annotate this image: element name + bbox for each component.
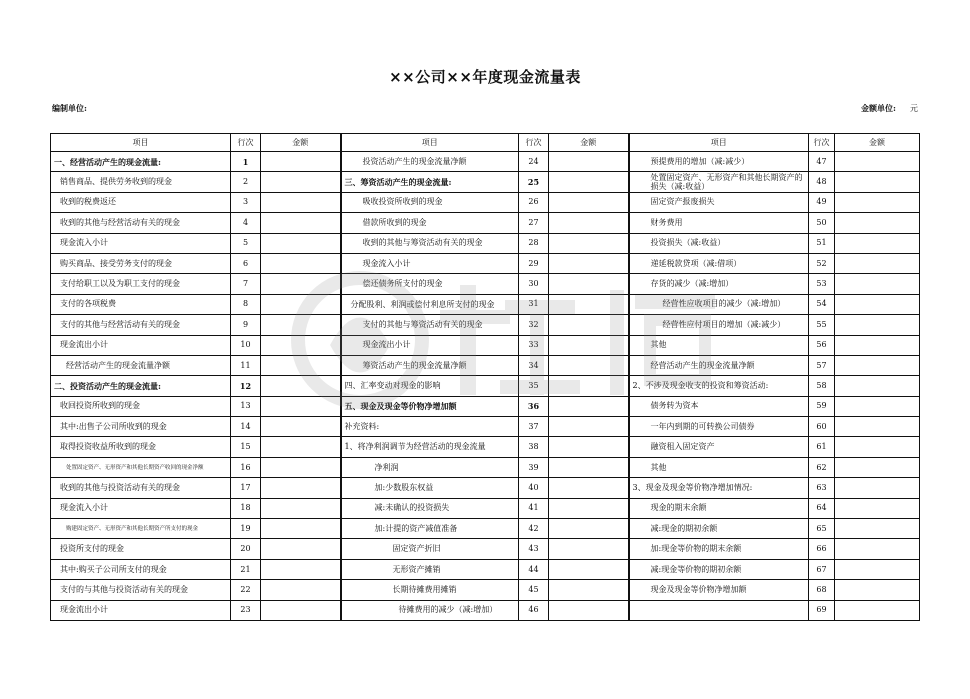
item-cell: 无形资产摊销 bbox=[341, 559, 519, 579]
line-number-cell: 49 bbox=[809, 192, 835, 212]
line-number-cell: 39 bbox=[519, 457, 549, 477]
amount-cell[interactable] bbox=[549, 335, 629, 355]
col-item-header: 项目 bbox=[51, 134, 231, 152]
line-number-cell: 38 bbox=[519, 437, 549, 457]
amount-cell[interactable] bbox=[549, 315, 629, 335]
line-number-cell: 4 bbox=[231, 213, 261, 233]
line-number-cell: 26 bbox=[519, 192, 549, 212]
col-line-header: 行次 bbox=[809, 134, 835, 152]
line-number-cell: 3 bbox=[231, 192, 261, 212]
amount-cell[interactable] bbox=[835, 498, 920, 518]
amount-cell[interactable] bbox=[549, 559, 629, 579]
amount-cell[interactable] bbox=[835, 376, 920, 396]
item-cell: 购买商品、接受劳务支付的现金 bbox=[51, 253, 231, 273]
col-amount-header: 金额 bbox=[835, 134, 920, 152]
amount-cell[interactable] bbox=[835, 233, 920, 253]
amount-cell[interactable] bbox=[835, 213, 920, 233]
table-row bbox=[51, 152, 920, 172]
line-number-cell: 61 bbox=[809, 437, 835, 457]
line-number-cell: 17 bbox=[231, 478, 261, 498]
item-cell: 其中:出售子公司所收到的现金 bbox=[51, 417, 231, 437]
line-number-cell: 69 bbox=[809, 600, 835, 620]
item-cell: 收回投资所收到的现金 bbox=[51, 396, 231, 416]
table-row bbox=[51, 396, 920, 416]
amount-cell[interactable] bbox=[261, 580, 341, 600]
line-number-cell: 54 bbox=[809, 294, 835, 314]
line-number-cell: 57 bbox=[809, 355, 835, 375]
item-cell: 债务转为资本 bbox=[629, 396, 809, 416]
table-row bbox=[51, 437, 920, 457]
line-number-cell: 18 bbox=[231, 498, 261, 518]
line-number-cell: 33 bbox=[519, 335, 549, 355]
amount-cell[interactable] bbox=[261, 498, 341, 518]
line-number-cell: 30 bbox=[519, 274, 549, 294]
amount-cell[interactable] bbox=[261, 539, 341, 559]
item-cell: 固定资产折旧 bbox=[341, 539, 519, 559]
amount-cell[interactable] bbox=[835, 600, 920, 620]
table-row bbox=[51, 172, 920, 192]
cash-flow-table-wrapper bbox=[50, 133, 919, 621]
table-row bbox=[51, 580, 920, 600]
line-number-cell: 21 bbox=[231, 559, 261, 579]
line-number-cell: 32 bbox=[519, 315, 549, 335]
line-number-cell: 22 bbox=[231, 580, 261, 600]
item-cell: 筹资活动产生的现金流量净额 bbox=[341, 355, 519, 375]
item-cell: 现金流出小计 bbox=[51, 335, 231, 355]
amount-cell[interactable] bbox=[835, 152, 920, 172]
amount-cell[interactable] bbox=[549, 580, 629, 600]
table-row bbox=[51, 192, 920, 212]
amount-cell[interactable] bbox=[261, 294, 341, 314]
item-cell: 取得投资收益所收到的现金 bbox=[51, 437, 231, 457]
amount-cell[interactable] bbox=[549, 376, 629, 396]
preparer-label: 编制单位: bbox=[52, 103, 87, 113]
line-number-cell: 63 bbox=[809, 478, 835, 498]
line-number-cell: 12 bbox=[231, 376, 261, 396]
item-cell: 融资租入固定资产 bbox=[629, 437, 809, 457]
amount-cell[interactable] bbox=[835, 315, 920, 335]
item-cell: 减:现金等价物的期初余额 bbox=[629, 559, 809, 579]
item-cell: 1、将净利润调节为经营活动的现金流量 bbox=[341, 437, 519, 457]
item-cell: 三、筹资活动产生的现金流量: bbox=[341, 172, 519, 192]
amount-cell[interactable] bbox=[835, 192, 920, 212]
item-cell: 2、不涉及现金收支的投资和筹资活动: bbox=[629, 376, 809, 396]
amount-cell[interactable] bbox=[549, 192, 629, 212]
table-row bbox=[51, 559, 920, 579]
item-cell: 借款所收到的现金 bbox=[341, 213, 519, 233]
item-cell: 净利润 bbox=[341, 457, 519, 477]
item-cell: 加:少数股东权益 bbox=[341, 478, 519, 498]
item-cell: 待摊费用的减少（减:增加） bbox=[341, 600, 519, 620]
amount-cell[interactable] bbox=[549, 355, 629, 375]
table-row bbox=[51, 355, 920, 375]
item-cell: 五、现金及现金等价物净增加额 bbox=[341, 396, 519, 416]
item-cell: 经营性应付项目的增加（减:减少） bbox=[629, 315, 809, 335]
line-number-cell: 9 bbox=[231, 315, 261, 335]
table-row bbox=[51, 376, 920, 396]
line-number-cell: 42 bbox=[519, 519, 549, 539]
cash-flow-table bbox=[50, 133, 920, 621]
amount-cell[interactable] bbox=[549, 478, 629, 498]
item-cell: 销售商品、提供劳务收到的现金 bbox=[51, 172, 231, 192]
item-cell: 经营活动产生的现金流量净额 bbox=[51, 355, 231, 375]
line-number-cell: 11 bbox=[231, 355, 261, 375]
line-number-cell: 28 bbox=[519, 233, 549, 253]
item-cell: 一年内到期的可转换公司债券 bbox=[629, 417, 809, 437]
amount-cell[interactable] bbox=[549, 437, 629, 457]
item-cell: 二、投资活动产生的现金流量: bbox=[51, 376, 231, 396]
item-cell: 收到的税费返还 bbox=[51, 192, 231, 212]
item-cell: 四、汇率变动对现金的影响 bbox=[341, 376, 519, 396]
item-cell: 其中:购买子公司所支付的现金 bbox=[51, 559, 231, 579]
line-number-cell: 59 bbox=[809, 396, 835, 416]
amount-cell[interactable] bbox=[549, 274, 629, 294]
currency-unit bbox=[861, 103, 918, 114]
table-row bbox=[51, 315, 920, 335]
item-cell: 支付的其他与筹资活动有关的现金 bbox=[341, 315, 519, 335]
item-cell: 加:计提的资产减值准备 bbox=[341, 519, 519, 539]
item-cell: 收到的其他与投资活动有关的现金 bbox=[51, 478, 231, 498]
line-number-cell: 5 bbox=[231, 233, 261, 253]
item-cell: 现金及现金等价物净增加额 bbox=[629, 580, 809, 600]
amount-cell[interactable] bbox=[261, 172, 341, 192]
item-cell: 偿还债务所支付的现金 bbox=[341, 274, 519, 294]
item-cell: 存货的减少（减:增加） bbox=[629, 274, 809, 294]
amount-cell[interactable] bbox=[549, 457, 629, 477]
line-number-cell: 14 bbox=[231, 417, 261, 437]
table-row bbox=[51, 600, 920, 620]
line-number-cell: 50 bbox=[809, 213, 835, 233]
line-number-cell: 24 bbox=[519, 152, 549, 172]
amount-cell[interactable] bbox=[835, 355, 920, 375]
item-cell: 投资所支付的现金 bbox=[51, 539, 231, 559]
col-amount-header: 金额 bbox=[549, 134, 629, 152]
line-number-cell: 35 bbox=[519, 376, 549, 396]
line-number-cell: 34 bbox=[519, 355, 549, 375]
item-cell: 现金流出小计 bbox=[341, 335, 519, 355]
item-cell: 分配股利、利润或偿付利息所支付的现金 bbox=[341, 294, 519, 314]
item-cell: 3、现金及现金等价物净增加情况: bbox=[629, 478, 809, 498]
amount-cell[interactable] bbox=[835, 335, 920, 355]
amount-cell[interactable] bbox=[261, 417, 341, 437]
line-number-cell: 43 bbox=[519, 539, 549, 559]
line-number-cell: 51 bbox=[809, 233, 835, 253]
line-number-cell: 48 bbox=[809, 172, 835, 192]
amount-cell[interactable] bbox=[835, 478, 920, 498]
item-cell: 预提费用的增加（减:减少） bbox=[629, 152, 809, 172]
amount-cell[interactable] bbox=[835, 274, 920, 294]
item-cell: 支付的各项税费 bbox=[51, 294, 231, 314]
amount-cell[interactable] bbox=[261, 396, 341, 416]
line-number-cell: 20 bbox=[231, 539, 261, 559]
col-line-header: 行次 bbox=[519, 134, 549, 152]
line-number-cell: 67 bbox=[809, 559, 835, 579]
amount-cell[interactable] bbox=[835, 559, 920, 579]
line-number-cell: 47 bbox=[809, 152, 835, 172]
table-row bbox=[51, 498, 920, 518]
amount-cell[interactable] bbox=[261, 600, 341, 620]
line-number-cell: 36 bbox=[519, 396, 549, 416]
amount-cell[interactable] bbox=[261, 519, 341, 539]
amount-cell[interactable] bbox=[261, 253, 341, 273]
amount-cell[interactable] bbox=[261, 437, 341, 457]
line-number-cell: 56 bbox=[809, 335, 835, 355]
amount-cell[interactable] bbox=[261, 478, 341, 498]
amount-cell[interactable] bbox=[261, 559, 341, 579]
table-row bbox=[51, 539, 920, 559]
item-cell: 减:现金的期初余额 bbox=[629, 519, 809, 539]
amount-cell[interactable] bbox=[549, 172, 629, 192]
line-number-cell: 10 bbox=[231, 335, 261, 355]
amount-cell[interactable] bbox=[549, 600, 629, 620]
line-number-cell: 62 bbox=[809, 457, 835, 477]
table-row bbox=[51, 519, 920, 539]
col-item-header: 项目 bbox=[629, 134, 809, 152]
table-row bbox=[51, 253, 920, 273]
item-cell: 长期待摊费用摊销 bbox=[341, 580, 519, 600]
line-number-cell: 60 bbox=[809, 417, 835, 437]
table-row bbox=[51, 213, 920, 233]
col-item-header: 项目 bbox=[341, 134, 519, 152]
item-cell: 其他 bbox=[629, 457, 809, 477]
item-cell: 收到的其他与经营活动有关的现金 bbox=[51, 213, 231, 233]
line-number-cell: 64 bbox=[809, 498, 835, 518]
item-cell: 现金流入小计 bbox=[341, 253, 519, 273]
amount-cell[interactable] bbox=[835, 519, 920, 539]
item-cell: 现金的期末余额 bbox=[629, 498, 809, 518]
item-cell: 收到的其他与筹资活动有关的现金 bbox=[341, 233, 519, 253]
line-number-cell: 68 bbox=[809, 580, 835, 600]
line-number-cell: 55 bbox=[809, 315, 835, 335]
amount-cell[interactable] bbox=[549, 294, 629, 314]
item-cell: 现金流入小计 bbox=[51, 233, 231, 253]
line-number-cell: 37 bbox=[519, 417, 549, 437]
table-row bbox=[51, 335, 920, 355]
page-title: ××公司××年度现金流量表 bbox=[389, 68, 581, 86]
currency-label: 金额单位: bbox=[861, 103, 896, 113]
line-number-cell: 40 bbox=[519, 478, 549, 498]
line-number-cell: 65 bbox=[809, 519, 835, 539]
amount-cell[interactable] bbox=[261, 355, 341, 375]
amount-cell[interactable] bbox=[835, 457, 920, 477]
col-amount-header: 金额 bbox=[261, 134, 341, 152]
line-number-cell: 31 bbox=[519, 294, 549, 314]
amount-cell[interactable] bbox=[261, 376, 341, 396]
amount-cell[interactable] bbox=[835, 437, 920, 457]
amount-cell[interactable] bbox=[835, 396, 920, 416]
header-row bbox=[51, 134, 920, 152]
item-cell: 现金流入小计 bbox=[51, 498, 231, 518]
line-number-cell: 23 bbox=[231, 600, 261, 620]
amount-cell[interactable] bbox=[261, 457, 341, 477]
item-cell: 投资损失（减:收益） bbox=[629, 233, 809, 253]
item-cell: 经营性应收项目的减少（减:增加） bbox=[629, 294, 809, 314]
line-number-cell: 41 bbox=[519, 498, 549, 518]
table-row bbox=[51, 417, 920, 437]
amount-cell[interactable] bbox=[261, 274, 341, 294]
line-number-cell: 29 bbox=[519, 253, 549, 273]
item-cell: 吸收投资所收到的现金 bbox=[341, 192, 519, 212]
table-row bbox=[51, 294, 920, 314]
amount-cell[interactable] bbox=[835, 172, 920, 192]
item-cell: 投资活动产生的现金流量净额 bbox=[341, 152, 519, 172]
amount-cell[interactable] bbox=[261, 335, 341, 355]
line-number-cell: 27 bbox=[519, 213, 549, 233]
item-cell: 财务费用 bbox=[629, 213, 809, 233]
item-cell: 补充资料: bbox=[341, 417, 519, 437]
line-number-cell: 2 bbox=[231, 172, 261, 192]
item-cell: 加:现金等价物的期末余额 bbox=[629, 539, 809, 559]
amount-cell[interactable] bbox=[261, 152, 341, 172]
line-number-cell: 52 bbox=[809, 253, 835, 273]
amount-cell[interactable] bbox=[835, 539, 920, 559]
line-number-cell: 58 bbox=[809, 376, 835, 396]
amount-cell[interactable] bbox=[835, 580, 920, 600]
item-cell: 经营活动产生的现金流量净额 bbox=[629, 355, 809, 375]
amount-cell[interactable] bbox=[549, 519, 629, 539]
amount-cell[interactable] bbox=[549, 396, 629, 416]
amount-cell[interactable] bbox=[835, 294, 920, 314]
col-line-header: 行次 bbox=[231, 134, 261, 152]
amount-cell[interactable] bbox=[549, 498, 629, 518]
amount-cell[interactable] bbox=[549, 152, 629, 172]
item-cell: 支付的与其他与投资活动有关的现金 bbox=[51, 580, 231, 600]
table-row bbox=[51, 457, 920, 477]
line-number-cell: 66 bbox=[809, 539, 835, 559]
line-number-cell: 6 bbox=[231, 253, 261, 273]
item-cell bbox=[629, 600, 809, 620]
amount-cell[interactable] bbox=[549, 213, 629, 233]
item-cell: 其他 bbox=[629, 335, 809, 355]
amount-cell[interactable] bbox=[549, 417, 629, 437]
item-cell: 支付给职工以及为职工支付的现金 bbox=[51, 274, 231, 294]
line-number-cell: 8 bbox=[231, 294, 261, 314]
amount-cell[interactable] bbox=[835, 417, 920, 437]
table-row bbox=[51, 274, 920, 294]
table-row bbox=[51, 233, 920, 253]
item-cell: 现金流出小计 bbox=[51, 600, 231, 620]
amount-cell[interactable] bbox=[549, 253, 629, 273]
line-number-cell: 53 bbox=[809, 274, 835, 294]
amount-cell[interactable] bbox=[549, 233, 629, 253]
amount-cell[interactable] bbox=[261, 315, 341, 335]
line-number-cell: 19 bbox=[231, 519, 261, 539]
amount-cell[interactable] bbox=[261, 233, 341, 253]
line-number-cell: 25 bbox=[519, 172, 549, 192]
line-number-cell: 7 bbox=[231, 274, 261, 294]
line-number-cell: 15 bbox=[231, 437, 261, 457]
line-number-cell: 1 bbox=[231, 152, 261, 172]
item-cell: 处置固定资产、无形资产和其他长期资产收回的现金净额 bbox=[51, 457, 231, 477]
item-cell: 减:未确认的投资损失 bbox=[341, 498, 519, 518]
amount-cell[interactable] bbox=[261, 192, 341, 212]
line-number-cell: 13 bbox=[231, 396, 261, 416]
line-number-cell: 16 bbox=[231, 457, 261, 477]
item-cell: 支付的其他与经营活动有关的现金 bbox=[51, 315, 231, 335]
item-cell: 固定资产报废损失 bbox=[629, 192, 809, 212]
amount-cell[interactable] bbox=[261, 213, 341, 233]
line-number-cell: 44 bbox=[519, 559, 549, 579]
amount-cell[interactable] bbox=[549, 539, 629, 559]
table-row bbox=[51, 478, 920, 498]
item-cell: 一、经营活动产生的现金流量: bbox=[51, 152, 231, 172]
currency-value: 元 bbox=[910, 104, 918, 113]
item-cell: 购建固定资产、无形资产和其他长期资产所支付的现金 bbox=[51, 519, 231, 539]
line-number-cell: 46 bbox=[519, 600, 549, 620]
item-cell: 递延税款贷项（减:借项） bbox=[629, 253, 809, 273]
line-number-cell: 45 bbox=[519, 580, 549, 600]
amount-cell[interactable] bbox=[835, 253, 920, 273]
item-cell: 处置固定资产、无形资产和其他长期资产的损失（减:收益） bbox=[629, 172, 809, 192]
